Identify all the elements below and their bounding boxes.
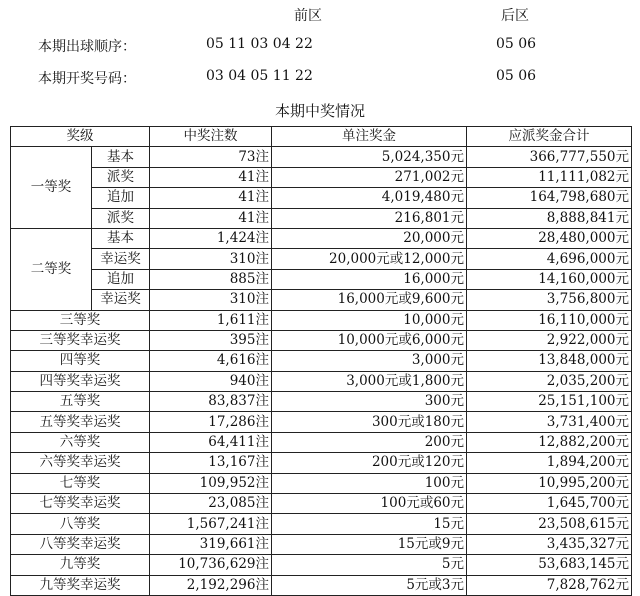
table-row: [11, 310, 632, 330]
table-row: [11, 473, 632, 493]
count-cell: 319,661注: [150, 534, 272, 554]
prize-cell: 20,000元或12,000元: [272, 249, 467, 269]
prize-cell: 3,000元: [272, 351, 467, 371]
table-row: [11, 351, 632, 371]
table-row: [11, 453, 632, 473]
table-row: [11, 514, 632, 534]
col-header-total: 应派奖金合计: [467, 127, 632, 147]
level-cell: 四等奖: [11, 351, 150, 371]
level-cell: 七等奖: [11, 473, 150, 493]
prize-cell: 10,000元: [272, 310, 467, 330]
order-front-numbers: 05 11 03 04 22: [206, 36, 313, 52]
count-cell: 395注: [150, 330, 272, 350]
total-cell: 7,828,762元: [467, 575, 632, 595]
col-header-count: 中奖注数: [150, 127, 272, 147]
prize-cell: 5元或3元: [272, 575, 467, 595]
prize-cell: 200元: [272, 432, 467, 452]
total-cell: 12,882,200元: [467, 432, 632, 452]
sub-level: 基本: [92, 147, 150, 167]
prize-cell: 4,019,480元: [272, 188, 467, 208]
total-cell: 1,894,200元: [467, 453, 632, 473]
prize-table: [10, 126, 632, 596]
prize-cell: 15元或9元: [272, 534, 467, 554]
table-row: [11, 167, 632, 187]
count-cell: 17,286注: [150, 412, 272, 432]
level-cell: 九等奖幸运奖: [11, 575, 150, 595]
count-cell: 2,192,296注: [150, 575, 272, 595]
table-row: [11, 432, 632, 452]
prize-cell: 16,000元: [272, 269, 467, 289]
table-row: [11, 575, 632, 595]
prize-cell: 271,002元: [272, 167, 467, 187]
total-cell: 366,777,550元: [467, 147, 632, 167]
prize-cell: 300元: [272, 392, 467, 412]
group-label-first: 一等奖: [11, 147, 92, 229]
table-row: [11, 371, 632, 391]
level-cell: 五等奖幸运奖: [11, 412, 150, 432]
table-header-row: [11, 127, 632, 147]
prize-cell: 3,000元或1,800元: [272, 371, 467, 391]
table-row: [11, 412, 632, 432]
total-cell: 23,508,615元: [467, 514, 632, 534]
count-cell: 64,411注: [150, 432, 272, 452]
count-cell: 83,837注: [150, 392, 272, 412]
order-back-numbers: 05 06: [496, 36, 537, 52]
total-cell: 14,160,000元: [467, 269, 632, 289]
sub-level: 派奖: [92, 167, 150, 187]
count-cell: 1,424注: [150, 228, 272, 248]
count-cell: 41注: [150, 208, 272, 228]
table-row: [11, 392, 632, 412]
level-cell: 九等奖: [11, 555, 150, 575]
count-cell: 10,736,629注: [150, 555, 272, 575]
table-row: [11, 534, 632, 554]
sub-level: 追加: [92, 269, 150, 289]
total-cell: 53,683,145元: [467, 555, 632, 575]
total-cell: 8,888,841元: [467, 208, 632, 228]
level-cell: 三等奖: [11, 310, 150, 330]
level-cell: 七等奖幸运奖: [11, 494, 150, 514]
prize-cell: 16,000元或9,600元: [272, 290, 467, 310]
sub-level: 追加: [92, 188, 150, 208]
total-cell: 3,756,800元: [467, 290, 632, 310]
total-cell: 10,995,200元: [467, 473, 632, 493]
prize-cell: 200元或120元: [272, 453, 467, 473]
count-cell: 13,167注: [150, 453, 272, 473]
count-cell: 310注: [150, 290, 272, 310]
sub-level: 派奖: [92, 208, 150, 228]
total-cell: 1,645,700元: [467, 494, 632, 514]
group-label-second: 二等奖: [11, 228, 92, 310]
total-cell: 16,110,000元: [467, 310, 632, 330]
front-zone-label: 前区: [294, 8, 322, 24]
total-cell: 4,696,000元: [467, 249, 632, 269]
draw-label: 本期开奖号码：: [38, 71, 136, 87]
col-header-prize: 单注奖金: [272, 127, 467, 147]
order-label: 本期出球顺序：: [38, 39, 136, 55]
sub-level: 基本: [92, 228, 150, 248]
table-row: [11, 188, 632, 208]
col-header-level: 奖级: [11, 127, 150, 147]
back-zone-label: 后区: [501, 8, 529, 24]
prize-cell: 10,000元或6,000元: [272, 330, 467, 350]
total-cell: 164,798,680元: [467, 188, 632, 208]
level-cell: 八等奖: [11, 514, 150, 534]
level-cell: 三等奖幸运奖: [11, 330, 150, 350]
count-cell: 310注: [150, 249, 272, 269]
prize-cell: 5,024,350元: [272, 147, 467, 167]
sub-level: 幸运奖: [92, 290, 150, 310]
total-cell: 28,480,000元: [467, 228, 632, 248]
total-cell: 2,922,000元: [467, 330, 632, 350]
count-cell: 73注: [150, 147, 272, 167]
level-cell: 六等奖幸运奖: [11, 453, 150, 473]
total-cell: 25,151,100元: [467, 392, 632, 412]
total-cell: 3,435,327元: [467, 534, 632, 554]
count-cell: 1,611注: [150, 310, 272, 330]
prize-cell: 100元: [272, 473, 467, 493]
level-cell: 四等奖幸运奖: [11, 371, 150, 391]
table-row: [11, 208, 632, 228]
prize-cell: 216,801元: [272, 208, 467, 228]
count-cell: 885注: [150, 269, 272, 289]
prize-cell: 300元或180元: [272, 412, 467, 432]
count-cell: 940注: [150, 371, 272, 391]
total-cell: 3,731,400元: [467, 412, 632, 432]
count-cell: 4,616注: [150, 351, 272, 371]
count-cell: 1,567,241注: [150, 514, 272, 534]
count-cell: 41注: [150, 188, 272, 208]
level-cell: 五等奖: [11, 392, 150, 412]
table-row: [11, 494, 632, 514]
table-row: [11, 330, 632, 350]
sub-level: 幸运奖: [92, 249, 150, 269]
prize-cell: 100元或60元: [272, 494, 467, 514]
total-cell: 2,035,200元: [467, 371, 632, 391]
total-cell: 13,848,000元: [467, 351, 632, 371]
table-row: [11, 147, 632, 167]
table-row: [11, 555, 632, 575]
table-row: [11, 269, 632, 289]
level-cell: 六等奖: [11, 432, 150, 452]
draw-back-numbers: 05 06: [496, 68, 537, 84]
table-row: [11, 228, 632, 248]
draw-front-numbers: 03 04 05 11 22: [206, 68, 313, 84]
prize-cell: 20,000元: [272, 228, 467, 248]
table-title: 本期中奖情况: [274, 102, 365, 120]
level-cell: 八等奖幸运奖: [11, 534, 150, 554]
prize-cell: 15元: [272, 514, 467, 534]
prize-cell: 5元: [272, 555, 467, 575]
count-cell: 109,952注: [150, 473, 272, 493]
count-cell: 23,085注: [150, 494, 272, 514]
table-row: [11, 249, 632, 269]
count-cell: 41注: [150, 167, 272, 187]
table-row: [11, 290, 632, 310]
total-cell: 11,111,082元: [467, 167, 632, 187]
